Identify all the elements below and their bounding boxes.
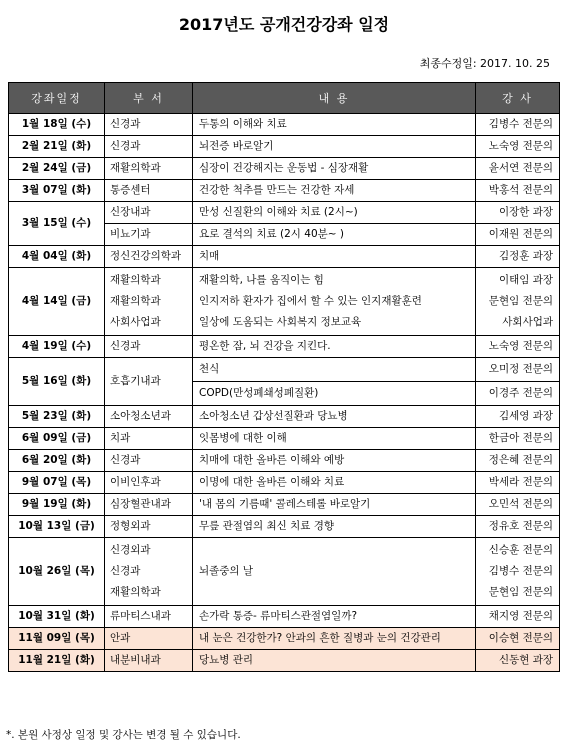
department: 신경외과 xyxy=(110,544,151,556)
lecture-topic: 일상에 도움되는 사회복지 정보교육 xyxy=(199,316,362,328)
lecturer: 윤서연 전문의 xyxy=(476,158,560,180)
department: 사회사업과 xyxy=(110,316,161,328)
lecture-topic: 뇌졸중의 날 xyxy=(193,538,476,606)
department: 소아청소년과 xyxy=(105,406,193,428)
table-header-row xyxy=(9,83,560,114)
lecturer: 이승현 전문의 xyxy=(476,628,560,650)
department: 비뇨기과 xyxy=(105,224,193,246)
lecture-topic: 치매에 대한 올바른 이해와 예방 xyxy=(193,450,476,472)
department-list xyxy=(105,538,193,606)
table-row xyxy=(9,516,560,538)
lecturer: 박홍석 전문의 xyxy=(476,180,560,202)
lecture-topic: '내 몸의 기름때' 콜레스테롤 바로알기 xyxy=(193,494,476,516)
lecturer: 채지영 전문의 xyxy=(476,606,560,628)
last-updated: 최종수정일: 2017. 10. 25 xyxy=(419,57,550,70)
table-row-highlighted xyxy=(9,650,560,672)
table-row xyxy=(9,158,560,180)
lecture-topic: 당뇨병 관리 xyxy=(193,650,476,672)
lecturer: 한금아 전문의 xyxy=(476,428,560,450)
table-row xyxy=(9,538,560,606)
lecturer: 김병수 전문의 xyxy=(488,565,553,577)
department: 안과 xyxy=(105,628,193,650)
lecture-date: 11월 21일 (화) xyxy=(9,650,105,672)
table-row-highlighted xyxy=(9,628,560,650)
lecturer: 이태임 과장 xyxy=(498,274,553,286)
lecturer: 노숙영 전문의 xyxy=(476,136,560,158)
lecture-topic: 소아청소년 갑상선질환과 당뇨병 xyxy=(193,406,476,428)
lecture-date: 6월 09일 (금) xyxy=(9,428,105,450)
table-row xyxy=(9,202,560,224)
table-row xyxy=(9,358,560,382)
lecture-topic: 내 눈은 건강한가? 안과의 흔한 질병과 눈의 건강관리 xyxy=(193,628,476,650)
lecture-date: 10월 31일 (화) xyxy=(9,606,105,628)
department: 신경과 xyxy=(110,565,141,577)
lecturer: 이장한 과장 xyxy=(476,202,560,224)
table-row xyxy=(9,494,560,516)
lecture-date: 3월 07일 (화) xyxy=(9,180,105,202)
footnote: *. 본원 사정상 일정 및 강사는 변경 될 수 있습니다. xyxy=(6,729,241,741)
table-row xyxy=(9,450,560,472)
table-row xyxy=(9,336,560,358)
lecture-date: 1월 18일 (수) xyxy=(9,114,105,136)
lecture-date: 9월 07일 (목) xyxy=(9,472,105,494)
lecturer: 김세영 과장 xyxy=(476,406,560,428)
lecture-topic: 이명에 대한 올바른 이해와 치료 xyxy=(193,472,476,494)
department: 재활의학과 xyxy=(105,158,193,180)
lecturer: 김병수 전문의 xyxy=(476,114,560,136)
lecturer: 오민석 전문의 xyxy=(476,494,560,516)
department: 내분비내과 xyxy=(105,650,193,672)
lecture-date: 4월 04일 (화) xyxy=(9,246,105,268)
table-row xyxy=(9,472,560,494)
lecturer: 박세라 전문의 xyxy=(476,472,560,494)
lecture-date: 11월 09일 (목) xyxy=(9,628,105,650)
lecturer: 김정훈 과장 xyxy=(476,246,560,268)
table-row xyxy=(9,136,560,158)
lecturer: 노숙영 전문의 xyxy=(476,336,560,358)
department: 치과 xyxy=(105,428,193,450)
lecture-topic: 요로 결석의 치료 (2시 40분~ ) xyxy=(193,224,476,246)
department: 심장혈관내과 xyxy=(105,494,193,516)
topic-list xyxy=(193,268,476,336)
lecturer: 신동현 과장 xyxy=(476,650,560,672)
lecturer: 이경주 전문의 xyxy=(476,382,560,406)
department: 신경과 xyxy=(105,450,193,472)
department: 정신건강의학과 xyxy=(105,246,193,268)
table-row xyxy=(9,180,560,202)
table-row xyxy=(9,406,560,428)
lecture-topic: 뇌전증 바로알기 xyxy=(193,136,476,158)
lecture-topic: 무릎 관절염의 최신 치료 경향 xyxy=(193,516,476,538)
page-title: 2017년도 공개건강강좌 일정 xyxy=(178,15,390,34)
lecture-topic: 심장이 건강해지는 운동법 - 심장재활 xyxy=(193,158,476,180)
department: 류마티스내과 xyxy=(105,606,193,628)
table-row xyxy=(9,114,560,136)
schedule-table xyxy=(8,82,560,672)
lecture-topic: 천식 xyxy=(193,358,476,382)
department: 통증센터 xyxy=(105,180,193,202)
lecturer: 이재원 전문의 xyxy=(476,224,560,246)
header-dept: 부 서 xyxy=(105,83,193,114)
lecture-date: 2월 21일 (화) xyxy=(9,136,105,158)
lecturer: 오미정 전문의 xyxy=(476,358,560,382)
table-row xyxy=(9,268,560,336)
header-topic: 내 용 xyxy=(193,83,476,114)
department: 재활의학과 xyxy=(110,274,161,286)
department: 호흡기내과 xyxy=(105,358,193,406)
lecture-topic: COPD(만성폐쇄성폐질환) xyxy=(193,382,476,406)
lecturer: 문현임 전문의 xyxy=(488,586,553,598)
department: 재활의학과 xyxy=(110,295,161,307)
department-list xyxy=(105,268,193,336)
lecture-topic: 잇몸병에 대한 이해 xyxy=(193,428,476,450)
table-row xyxy=(9,428,560,450)
lecturer: 신승훈 전문의 xyxy=(488,544,553,556)
lecturer: 문현임 전문의 xyxy=(488,295,553,307)
lecture-date: 2월 24일 (금) xyxy=(9,158,105,180)
department: 정형외과 xyxy=(105,516,193,538)
department: 신장내과 xyxy=(105,202,193,224)
lecturer: 정은혜 전문의 xyxy=(476,450,560,472)
department: 신경과 xyxy=(105,136,193,158)
lecture-date: 10월 13일 (금) xyxy=(9,516,105,538)
lecturer-list xyxy=(476,268,560,336)
lecture-date: 6월 20일 (화) xyxy=(9,450,105,472)
department: 이비인후과 xyxy=(105,472,193,494)
lecturer: 사회사업과 xyxy=(502,316,553,328)
department: 신경과 xyxy=(105,114,193,136)
lecture-date: 4월 14일 (금) xyxy=(9,268,105,336)
header-lecturer: 강 사 xyxy=(476,83,560,114)
lecturer: 정유호 전문의 xyxy=(476,516,560,538)
lecture-date: 10월 26일 (목) xyxy=(9,538,105,606)
lecturer-list xyxy=(476,538,560,606)
header-date: 강좌일정 xyxy=(9,83,105,114)
lecture-date: 5월 23일 (화) xyxy=(9,406,105,428)
lecture-topic: 만성 신질환의 이해와 치료 (2시~) xyxy=(193,202,476,224)
table-row xyxy=(9,606,560,628)
department: 신경과 xyxy=(105,336,193,358)
lecture-topic: 두통의 이해와 치료 xyxy=(193,114,476,136)
lecture-date: 4월 19일 (수) xyxy=(9,336,105,358)
lecture-topic: 평온한 잠, 뇌 건강을 지킨다. xyxy=(193,336,476,358)
lecture-date: 9월 19일 (화) xyxy=(9,494,105,516)
table-row xyxy=(9,246,560,268)
lecture-topic: 건강한 척추를 만드는 건강한 자세 xyxy=(193,180,476,202)
lecture-date: 5월 16일 (화) xyxy=(9,358,105,406)
lecture-topic: 치매 xyxy=(193,246,476,268)
lecture-date: 3월 15일 (수) xyxy=(9,202,105,246)
lecture-topic: 손가락 통증- 류마티스관절염일까? xyxy=(193,606,476,628)
lecture-topic: 인지저하 환자가 집에서 할 수 있는 인지재활훈련 xyxy=(199,295,422,307)
lecture-topic: 재활의학, 나를 움직이는 힘 xyxy=(199,274,324,286)
department: 재활의학과 xyxy=(110,586,161,598)
